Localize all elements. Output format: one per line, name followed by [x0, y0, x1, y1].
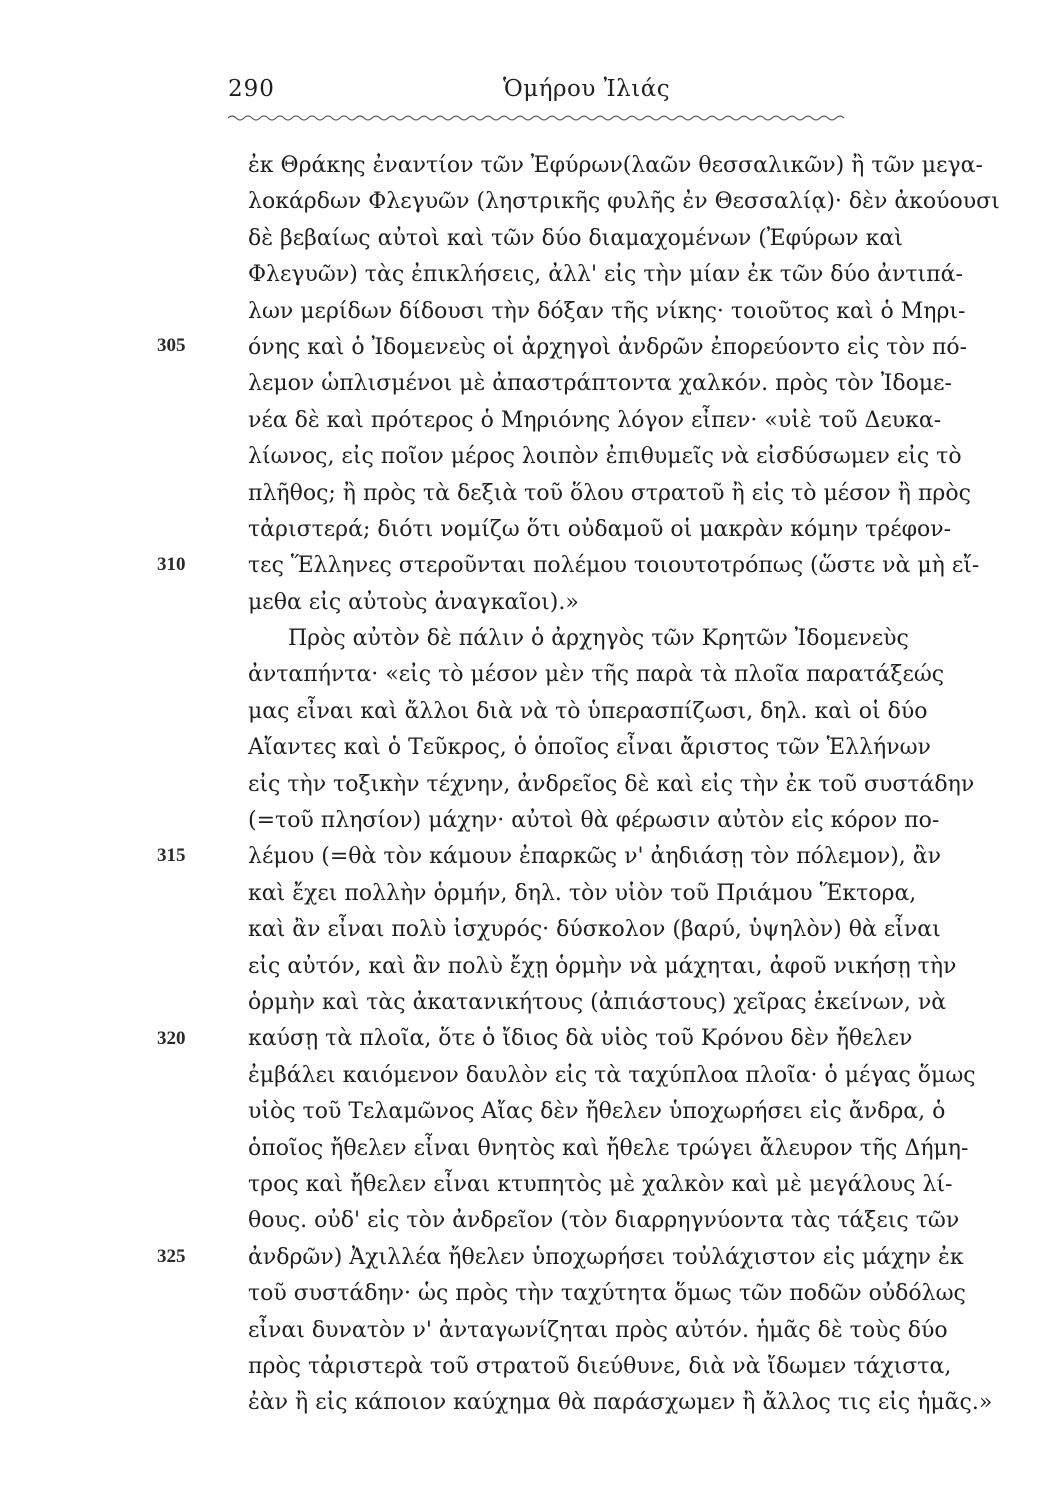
text-line: δὲ βεβαίως αὐτοὶ καὶ τῶν δύο διαμαχομένων (Ἐφύρων καὶ [248, 225, 903, 251]
margin-line-number: 305 [157, 335, 186, 356]
text-line: εἰς αὐτόν, καὶ ἂν πολὺ ἔχῃ ὁρμὴν νὰ μάχηται, ἀφοῦ νικήσῃ τὴν [248, 953, 957, 979]
text-line: λέμου (=θὰ τὸν κάμουν ἐπαρκῶς ν' ἀηδιάσῃ τὸν πόλεμον), ἂν [248, 844, 942, 870]
text-line: καύσῃ τὰ πλοῖα, ὅτε ὁ ἴδιος δὰ υἱὸς τοῦ Κρόνου δὲν ἤθελεν [248, 1026, 913, 1052]
margin-line-number: 310 [157, 554, 186, 575]
text-line: (=τοῦ πλησίον) μάχην· αὐτοὶ θὰ φέρωσιν αὐτὸν εἰς κόρον πο- [248, 808, 940, 834]
text-line: τρος καὶ ἤθελεν εἶναι κτυπητὸς μὲ χαλκὸν καὶ μὲ μεγάλους λί- [248, 1171, 953, 1197]
text-line: λοκάρδων Φλεγυῶν (ληστρικῆς φυλῆς ἐν Θεσσαλίᾳ)· δὲν ἀκούουσι [248, 189, 1000, 215]
text-line: τες Ἕλληνες στεροῦνται πολέμου τοιουτοτρόπως (ὥστε νὰ μὴ εἴ- [248, 553, 980, 579]
text-line: μεθα εἰς αὐτοὺς ἀναγκαῖοι).» [248, 589, 579, 615]
text-line: εἶναι δυνατὸν ν' ἀνταγωνίζηται πρὸς αὐτόν. ἡμᾶς δὲ τοὺς δύο [248, 1317, 948, 1343]
text-line: ἐὰν ἢ εἰς κάποιον καύχημα θὰ παράσχωμεν ἢ ἄλλος τις εἰς ἡμᾶς.» [248, 1390, 993, 1416]
text-line: εἰς τὴν τοξικὴν τέχνην, ἀνδρεῖος δὲ καὶ εἰς τὴν ἐκ τοῦ συστάδην [248, 771, 975, 797]
text-line: πρὸς τἀριστερὰ τοῦ στρατοῦ διεύθυνε, διὰ νὰ ἴδωμεν τάχιστα, [248, 1353, 952, 1379]
running-title: Ὁμήρου Ἰλιάς [503, 76, 671, 102]
margin-line-number: 325 [157, 1246, 186, 1267]
text-line: νέα δὲ καὶ πρότερος ὁ Μηριόνης λόγον εἶπεν· «υἱὲ τοῦ Δευκα- [248, 407, 942, 433]
text-line: υἱὸς τοῦ Τελαμῶνος Αἴας δὲν ἤθελεν ὑποχωρήσει εἰς ἄνδρα, ὁ [248, 1099, 946, 1125]
text-line: ὁρμὴν καὶ τὰς ἀκατανικήτους (ἀπιάστους) χεῖρας ἐκείνων, νὰ [248, 989, 947, 1015]
text-line: Αἴαντες καὶ ὁ Τεῦκρος, ὁ ὁποῖος εἶναι ἄριστος τῶν Ἑλλήνων [248, 735, 931, 761]
text-line: λων μερίδων δίδουσι τὴν δόξαν τῆς νίκης· τοιοῦτος καὶ ὁ Μηρι- [248, 298, 966, 324]
page-number: 290 [228, 76, 275, 102]
text-line-paragraph-start: Πρὸς αὐτὸν δὲ πάλιν ὁ ἀρχηγὸς τῶν Κρητῶν Ἰδομενεὺς [288, 626, 909, 652]
text-line: καὶ ἂν εἶναι πολὺ ἰσχυρός· δύσκολον (βαρύ, ὑψηλὸν) θὰ εἶναι [248, 917, 941, 943]
text-line: ἀνδρῶν) Ἀχιλλέα ἤθελεν ὑποχωρήσει τοὐλάχιστον εἰς μάχην ἐκ [248, 1244, 964, 1270]
text-line: λεμον ὡπλισμένοι μὲ ἀπαστράπτοντα χαλκόν. πρὸς τὸν Ἰδομε- [248, 371, 952, 397]
text-line: ἐμβάλει καιόμενον δαυλὸν εἰς τὰ ταχύπλοα πλοῖα· ὁ μέγας ὅμως [248, 1062, 976, 1088]
text-line: ἐκ Θράκης ἐναντίον τῶν Ἐφύρων(λαῶν θεσσαλικῶν) ἢ τῶν μεγα- [248, 153, 983, 178]
text-line: μας εἶναι καὶ ἄλλοι διὰ νὰ τὸ ὑπερασπίζωσι, δηλ. καὶ οἱ δύο [248, 698, 928, 724]
margin-line-number: 320 [157, 1028, 186, 1049]
text-line: τοῦ συστάδην· ὡς πρὸς τὴν ταχύτητα ὅμως τῶν ποδῶν οὐδόλως [248, 1281, 966, 1307]
text-line: πλῆθος; ἢ πρὸς τὰ δεξιὰ τοῦ ὅλου στρατοῦ ἢ εἰς τὸ μέσον ἢ πρὸς [248, 480, 971, 506]
header-wavy-rule [228, 113, 848, 123]
margin-line-number: 315 [157, 845, 186, 866]
text-line: λίωνος, εἰς ποῖον μέρος λοιπὸν ἐπιθυμεῖς νὰ εἰσδύσωμεν εἰς τὸ [248, 444, 962, 470]
page-header [228, 76, 848, 110]
text-line: ἀνταπήντα· «εἰς τὸ μέσον μὲν τῆς παρὰ τὰ πλοῖα παρατάξεώς [248, 662, 945, 688]
text-line: καὶ ἔχει πολλὴν ὁρμήν, δηλ. τὸν υἱὸν τοῦ Πριάμου Ἕκτορα, [248, 880, 917, 906]
text-line: όνης καὶ ὁ Ἰδομενεὺς οἱ ἀρχηγοὶ ἀνδρῶν ἐπορεύοντο εἰς τὸν πό- [248, 334, 968, 360]
body-text [248, 148, 1000, 1422]
text-line: Φλεγυῶν) τὰς ἐπικλήσεις, ἀλλ' εἰς τὴν μίαν ἐκ τῶν δύο ἀντιπά- [248, 262, 963, 288]
text-line: θους. οὐδ' εἰς τὸν ἀνδρεῖον (τὸν διαρρηγνύοντα τὰς τάξεις τῶν [248, 1208, 960, 1234]
text-line: ὁποῖος ἤθελεν εἶναι θνητὸς καὶ ἤθελε τρώγει ἄλευρον τῆς Δήμη- [248, 1135, 969, 1161]
text-line: τἀριστερά; διότι νομίζω ὅτι οὐδαμοῦ οἱ μακρὰν κόμην τρέφον- [248, 516, 952, 542]
